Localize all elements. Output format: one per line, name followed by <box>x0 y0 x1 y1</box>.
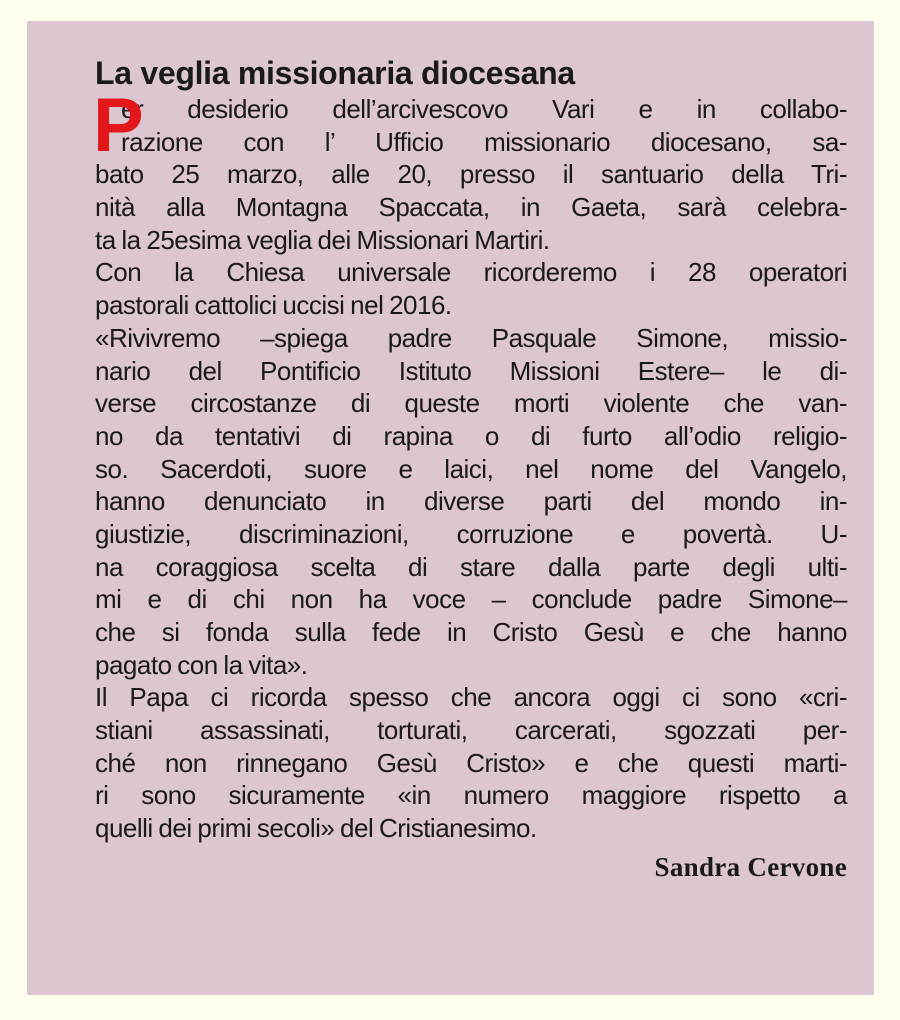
article-body <box>93 83 847 845</box>
article <box>95 53 847 887</box>
body-line-15: na coraggiosa scelta di stare dalla parte degli ulti- <box>95 551 847 582</box>
body-line-23: quelli dei primi secoli» del Cristianesimo. <box>95 813 537 844</box>
body-line-12: so. Sacerdoti, suore e laici, nel nome del Vangelo, <box>95 453 847 484</box>
body-line-1: er desiderio dell’arcivescovo Vari e in collabo- <box>121 94 847 124</box>
body-line-18: pagato con la vita». <box>95 649 308 680</box>
body-line-9: nario del Pontificio Istituto Missioni Estere– le di- <box>95 355 847 386</box>
body-line-20: stiani assassinati, torturati, carcerati, sgozzati per- <box>95 715 847 746</box>
body-line-19: Il Papa ci ricorda spesso che ancora oggi ci sono «cri- <box>95 682 847 713</box>
body-line-3: bato 25 marzo, alle 20, presso il santuario della Tri- <box>95 159 847 190</box>
body-line-4: nità alla Montagna Spaccata, in Gaeta, sarà celebra- <box>95 192 847 223</box>
body-line-10: verse circostanze di queste morti violente che van- <box>95 388 847 419</box>
body-line-8: «Rivivremo –spiega padre Pasquale Simone, missio- <box>95 322 847 353</box>
article-box <box>27 21 874 995</box>
body-line-16: mi e di chi non ha voce – conclude padre Simone– <box>95 584 847 615</box>
body-line-17: che si fonda sulla fede in Cristo Gesù e che hanno <box>95 617 847 647</box>
body-line-14: giustizie, discriminazioni, corruzione e povertà. U- <box>95 518 847 549</box>
body-line-11: no da tentativi di rapina o di furto all’odio religio- <box>95 420 847 451</box>
body-line-6: Con la Chiesa universale ricorderemo i 28 operatori <box>95 257 847 288</box>
article-title: La veglia missionaria diocesana <box>95 55 575 91</box>
drop-cap: P <box>93 83 144 168</box>
body-line-13: hanno denunciato in diverse parti del mondo in- <box>95 486 847 517</box>
author-signature: Sandra Cervone <box>654 851 847 882</box>
body-line-21: ché non rinnegano Gesù Cristo» e che questi marti- <box>95 747 847 778</box>
body-line-2: razione con l’ Ufficio missionario diocesano, sa- <box>121 126 847 157</box>
body-line-5: ta la 25esima veglia dei Missionari Martiri. <box>95 224 550 255</box>
body-line-7: pastorali cattolici uccisi nel 2016. <box>95 290 452 321</box>
body-line-22: ri sono sicuramente «in numero maggiore rispetto a <box>95 780 847 811</box>
